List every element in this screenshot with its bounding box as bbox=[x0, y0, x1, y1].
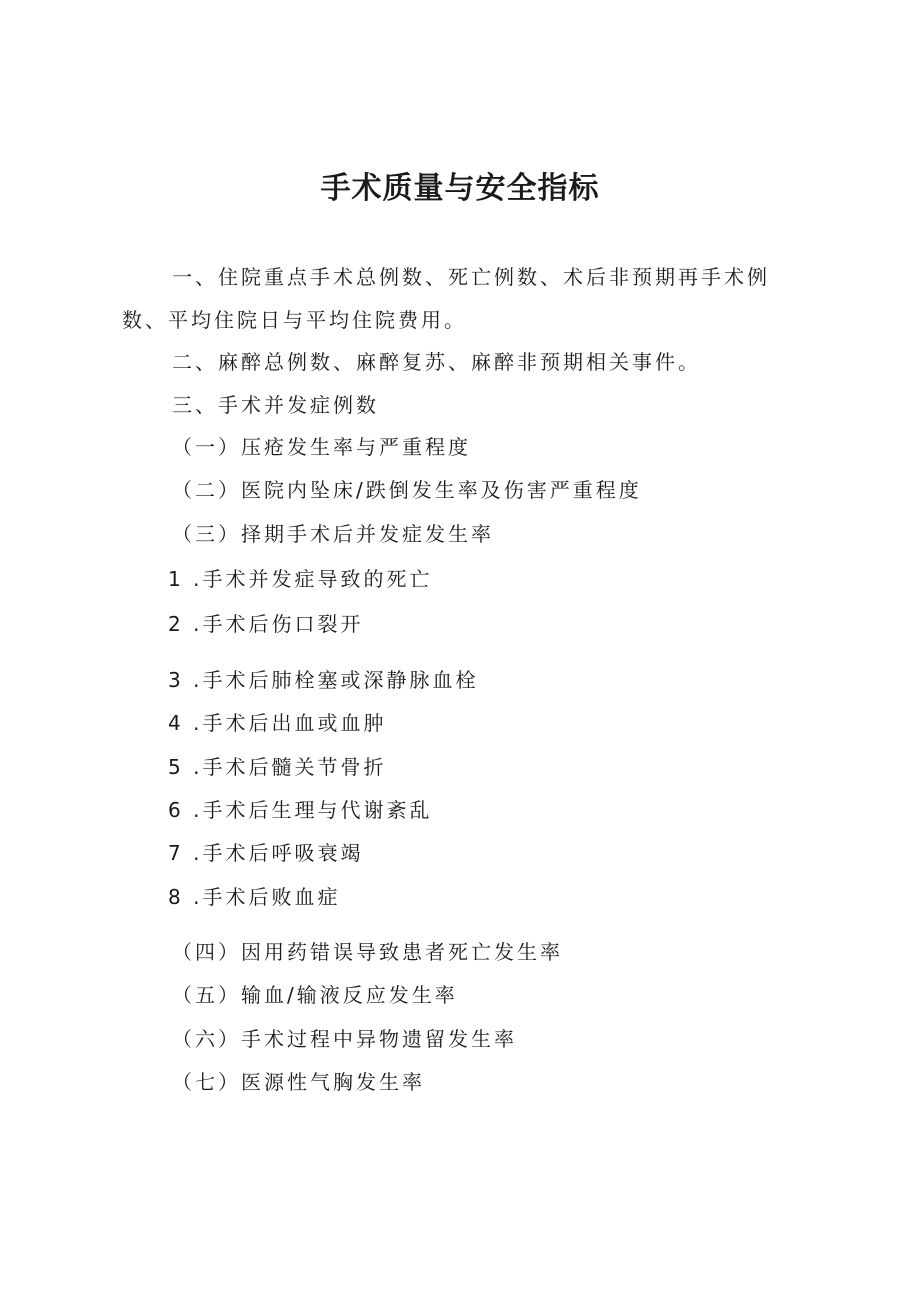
subsection-item: （五）输血/输液反应发生率 bbox=[172, 983, 458, 1007]
section-heading: 三、手术并发症例数 bbox=[172, 393, 379, 417]
subsection-item: （七）医源性气胸发生率 bbox=[172, 1070, 425, 1094]
subsection-item: （六）手术过程中异物遗留发生率 bbox=[172, 1027, 517, 1051]
numbered-item: 3 .手术后肺栓塞或深静脉血栓 bbox=[168, 668, 479, 692]
numbered-item: 6 .手术后生理与代谢紊乱 bbox=[168, 798, 433, 822]
text-line: 一、住院重点手术总例数、死亡例数、术后非预期再手术例 bbox=[172, 265, 770, 289]
numbered-item: 1 .手术并发症导致的死亡 bbox=[168, 567, 433, 591]
text-line: 数、平均住院日与平均住院费用。 bbox=[122, 308, 467, 332]
subsection-item: （一）压疮发生率与严重程度 bbox=[172, 435, 471, 459]
document-title: 手术质量与安全指标 bbox=[320, 171, 600, 206]
subsection-item: （二）医院内坠床/跌倒发生率及伤害严重程度 bbox=[172, 478, 642, 502]
numbered-item: 8 .手术后败血症 bbox=[168, 885, 341, 909]
text-line: 二、麻醉总例数、麻醉复苏、麻醉非预期相关事件。 bbox=[172, 350, 701, 374]
subsection-item: （四）因用药错误导致患者死亡发生率 bbox=[172, 940, 563, 964]
numbered-item: 4 .手术后出血或血肿 bbox=[168, 711, 387, 735]
numbered-item: 2 .手术后伤口裂开 bbox=[168, 612, 364, 636]
numbered-item: 7 .手术后呼吸衰竭 bbox=[168, 841, 364, 865]
numbered-item: 5 .手术后髓关节骨折 bbox=[168, 755, 387, 779]
subsection-item: （三）择期手术后并发症发生率 bbox=[172, 522, 494, 546]
